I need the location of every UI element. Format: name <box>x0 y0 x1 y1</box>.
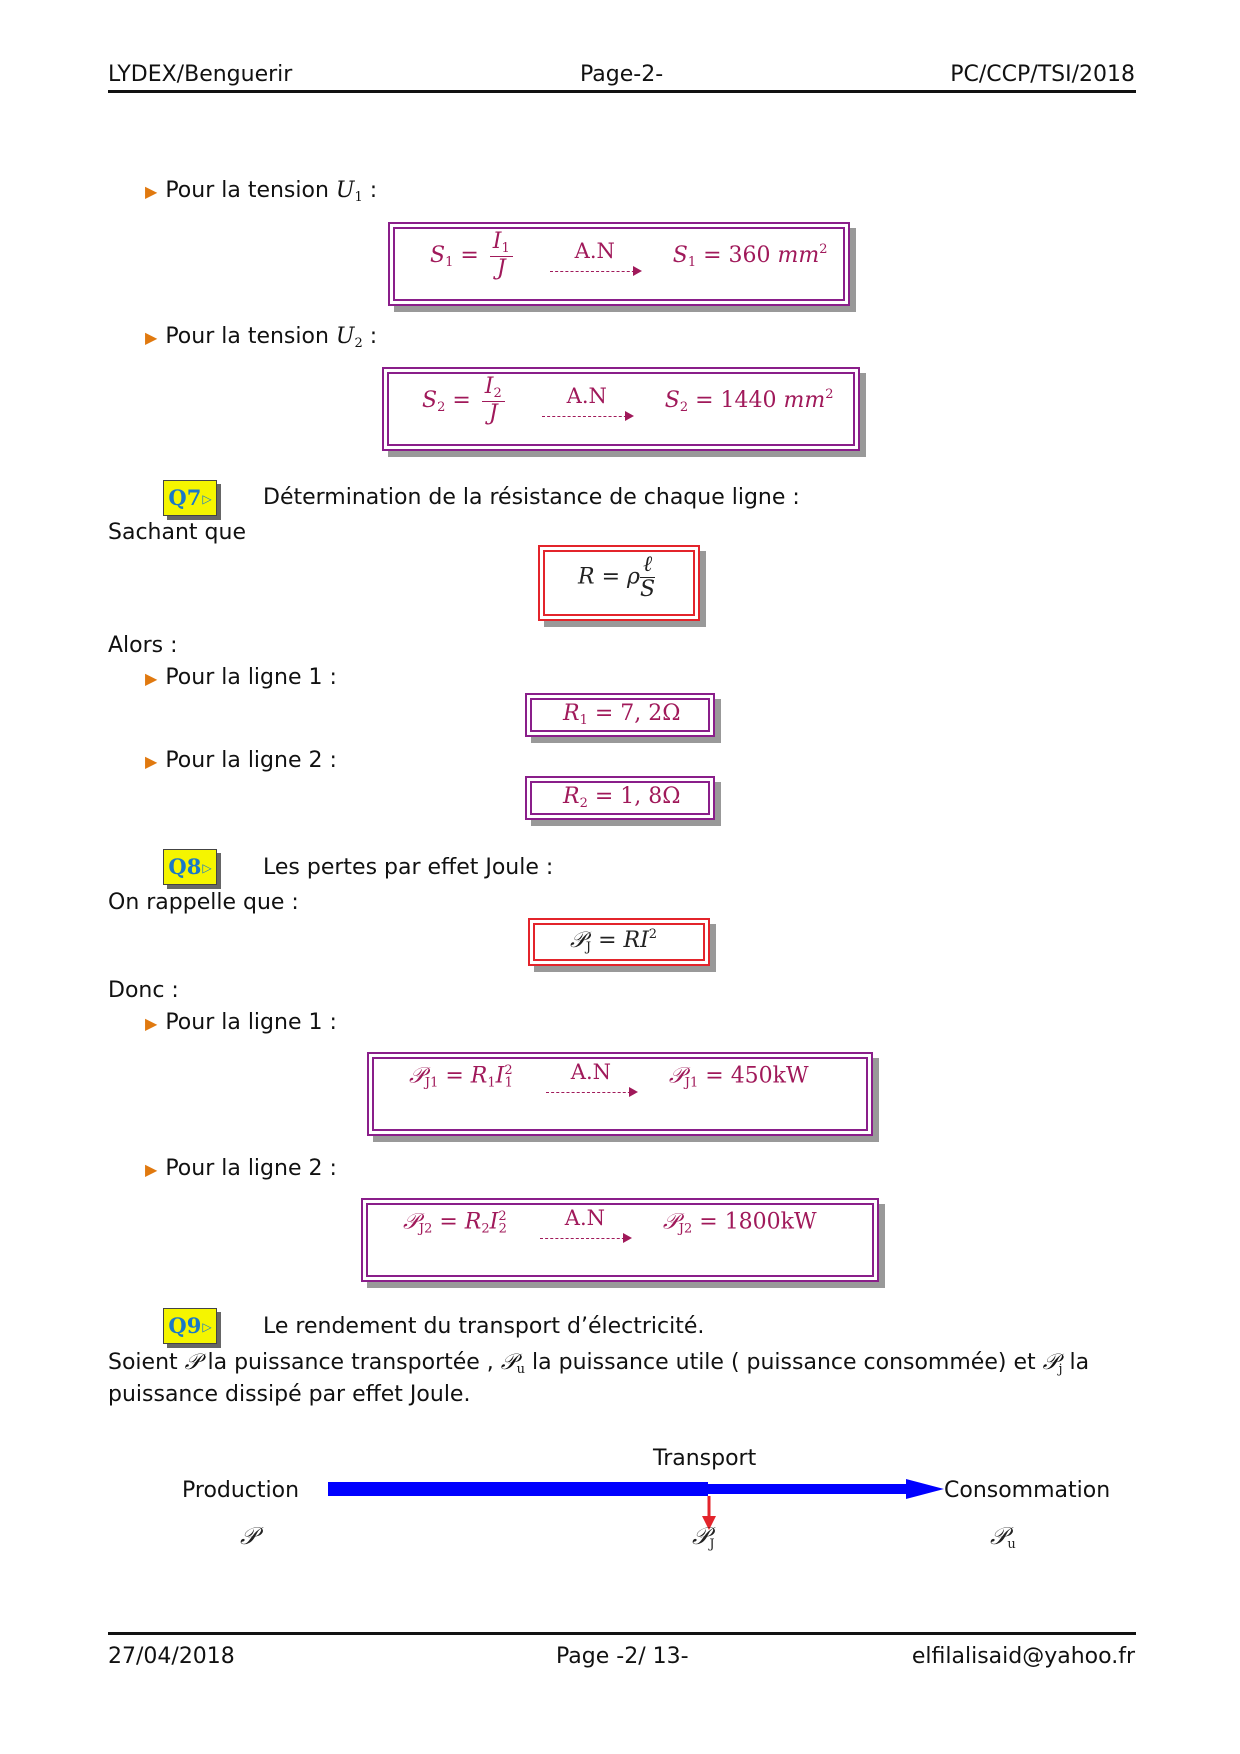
formula-box-s2: $S_2$ = $\frac{I_2}{J}$ A.N $S_2 = 1440$ $mm^2$ <box>382 367 860 451</box>
footer-page: Page -2/ 13- <box>556 1644 689 1669</box>
q8-rappel: On rappelle que : <box>108 890 299 915</box>
question-tag-q8: Q8▷ <box>163 849 217 885</box>
footer-date: 27/04/2018 <box>108 1644 235 1669</box>
bullet-icon: ▶ <box>145 1160 158 1179</box>
q8-title: Les pertes par effet Joule : <box>263 855 554 880</box>
q9-definition-line1: Soient 𝒫 la puissance transportée , 𝒫$_u$ la puissance utile ( puissance consommée) et 𝒫$_j$ la <box>108 1350 1090 1377</box>
header-center: Page-2- <box>580 62 664 87</box>
result-box-r2: $R_2 = 1$, 8Ω <box>525 776 715 820</box>
formula-box-s1: $S_1$ = $\frac{I_1}{J}$ A.N $S_1 = 360$ $mm^2$ <box>388 222 850 306</box>
q8-ligne2: ▶ Pour la ligne 2 : <box>145 1156 337 1181</box>
q7-ligne2: ▶ Pour la ligne 2 : <box>145 748 337 773</box>
diagram-pu-symbol: 𝒫$_u$ <box>990 1522 1016 1552</box>
arrow-icon <box>542 416 632 417</box>
play-icon: ▷ <box>202 492 212 506</box>
q8-donc: Donc : <box>108 978 179 1003</box>
diagram-transport-label: Transport <box>653 1446 757 1471</box>
formula-box-pj1: 𝒫$_{J1}$ = $R_1I^2_1$ A.N 𝒫$_{J1}$ = 450kW <box>367 1052 873 1136</box>
q9-title: Le rendement du transport d’électricité. <box>263 1314 705 1339</box>
result-box-r1: $R_1 = 7$, 2Ω <box>525 693 715 737</box>
q7-ligne1: ▶ Pour la ligne 1 : <box>145 665 337 690</box>
arrow-icon <box>550 271 640 272</box>
bullet-icon: ▶ <box>145 328 158 347</box>
bullet-icon: ▶ <box>145 752 158 771</box>
item-tension-u2: ▶ Pour la tension $U_2$ : <box>145 324 378 351</box>
diagram-consommation-label: Consommation <box>944 1478 1111 1503</box>
question-tag-q7: Q7▷ <box>163 480 217 516</box>
diagram-p-symbol: 𝒫 <box>240 1522 258 1550</box>
q7-title: Détermination de la résistance de chaque ligne : <box>263 485 800 510</box>
header-rule <box>108 90 1136 93</box>
bullet-icon: ▶ <box>145 669 158 688</box>
bullet-icon: ▶ <box>145 1014 158 1033</box>
diagram-pj-symbol: 𝒫$_J$ <box>692 1522 715 1552</box>
q8-ligne1: ▶ Pour la ligne 1 : <box>145 1010 337 1035</box>
arrow-icon <box>546 1092 636 1093</box>
q7-alors: Alors : <box>108 633 178 658</box>
play-icon: ▷ <box>202 861 212 875</box>
formula-box-pj2: 𝒫$_{J2}$ = $R_2I^2_2$ A.N 𝒫$_{J2}$ = 1800kW <box>361 1198 879 1282</box>
formula-box-joule: 𝒫$_J$ = $RI^2$ <box>528 918 710 966</box>
footer-email: elfilalisaid@yahoo.fr <box>911 1644 1135 1669</box>
formula-box-resistance: R = ρ $\frac{\text{ℓ}}{S}$ <box>538 545 700 621</box>
bullet-icon: ▶ <box>145 182 158 201</box>
header-left: LYDEX/Benguerir <box>108 62 293 87</box>
power-flow-diagram <box>326 1472 946 1536</box>
q9-definition-line2: puissance dissipé par effet Joule. <box>108 1382 471 1407</box>
play-icon: ▷ <box>202 1320 212 1334</box>
q7-sachant: Sachant que <box>108 520 246 545</box>
footer-rule <box>108 1632 1136 1635</box>
header-right: PC/CCP/TSI/2018 <box>950 62 1135 87</box>
item-tension-u1: ▶ Pour la tension $U_1$ : <box>145 178 378 205</box>
transport-flow-bar <box>708 1484 908 1494</box>
diagram-production-label: Production <box>182 1478 300 1503</box>
flow-arrow-icon <box>906 1479 944 1499</box>
arrow-icon <box>540 1238 630 1239</box>
question-tag-q9: Q9▷ <box>163 1308 217 1344</box>
production-flow-bar <box>328 1482 708 1496</box>
